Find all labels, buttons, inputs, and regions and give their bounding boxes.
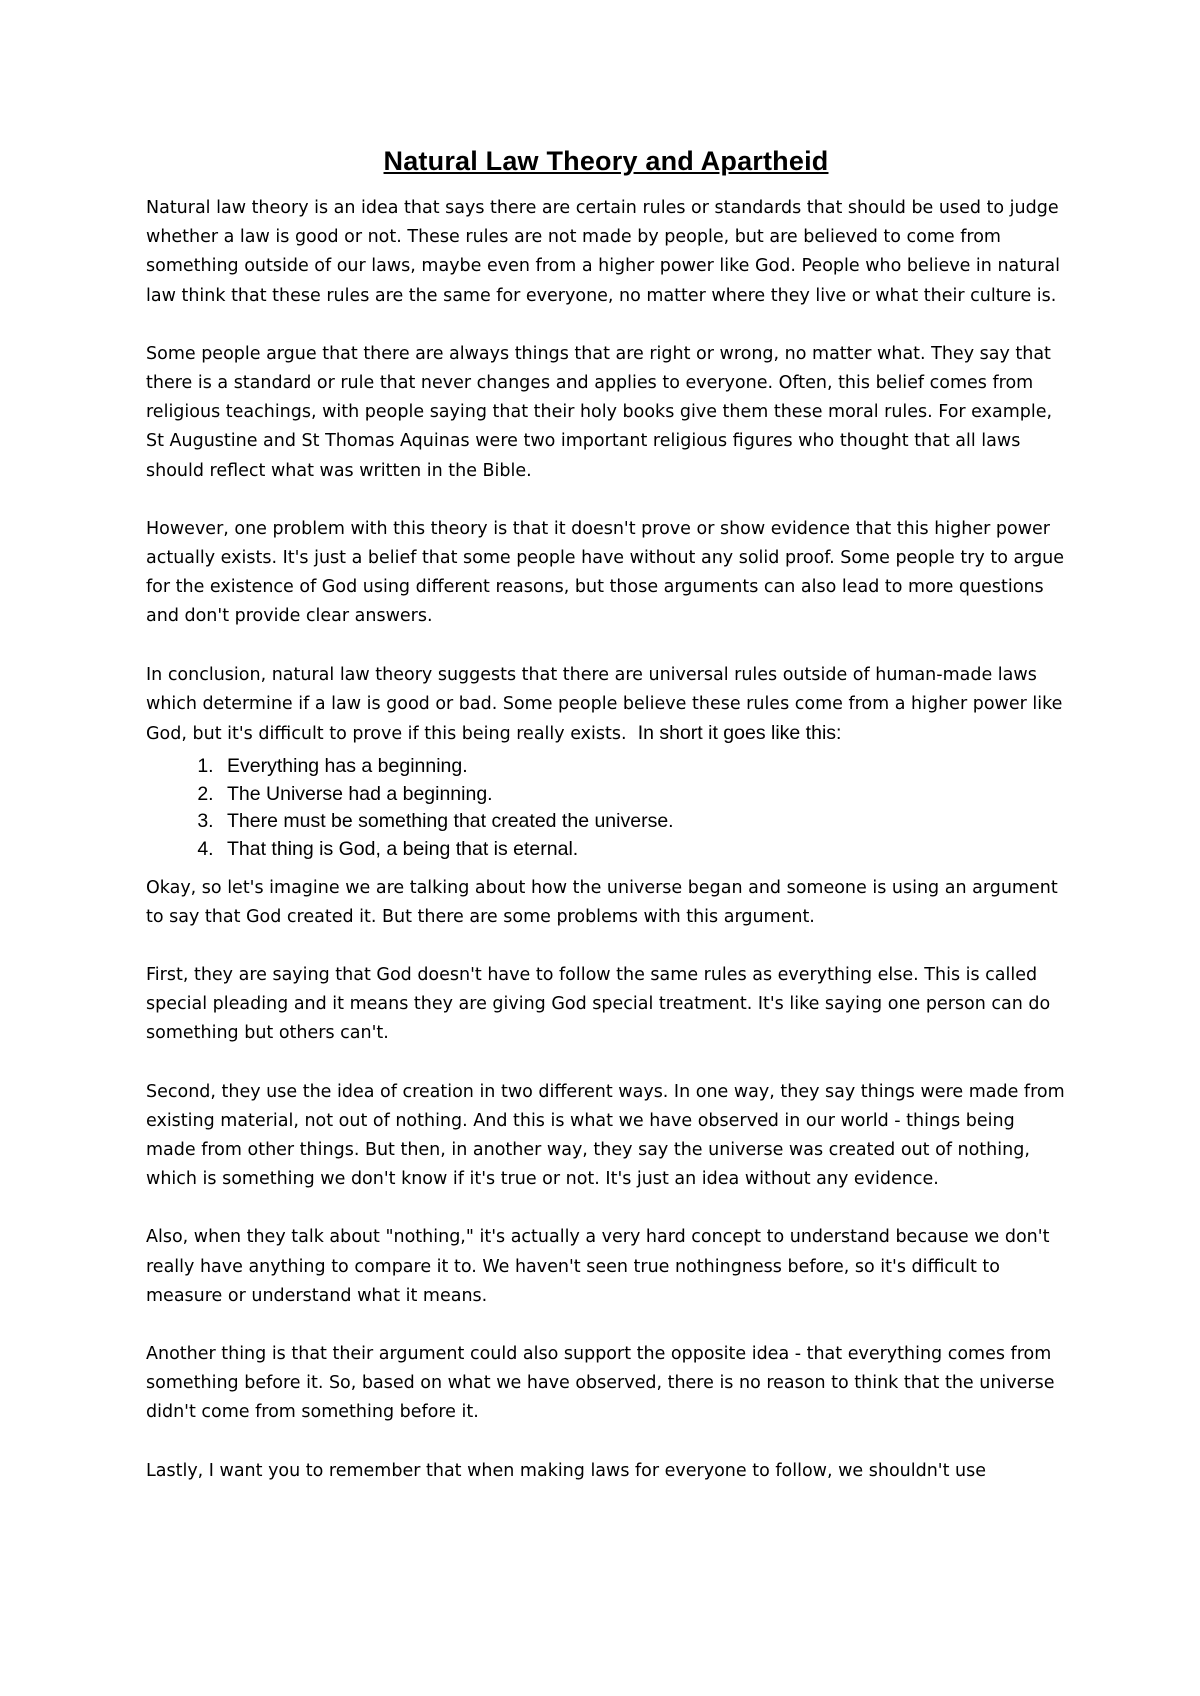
paragraph: Also, when they talk about "nothing," it's actually a very hard concept to understand because we don't really have anything to compare it to. We haven't seen true nothingness before, so it's difficult to measure or understand what it means. — [146, 1227, 1050, 1306]
paragraph-text: In conclusion, natural law theory suggests that there are universal rules outside of human-made laws which determine if a law is good or bad. Some people believe these rules come from a higher power like God, but it's difficult to prove if this being really exists. — [146, 664, 1063, 745]
document-body — [146, 142, 1066, 1515]
paragraph: Lastly, I want you to remember that when making laws for everyone to follow, we shouldn't use — [146, 1460, 987, 1481]
list-item: 3. There must be something that created the universe. — [219, 808, 1066, 836]
paragraph: First, they are saying that God doesn't have to follow the same rules as everything else. This is called special pleading and it means they are giving God special treatment. It's like saying one person can do something but others can't. — [146, 965, 1051, 1044]
document-title: Natural Law Theory and Apartheid — [383, 146, 829, 176]
list-intro: In short it goes like this: — [637, 722, 842, 745]
paragraph: Another thing is that their argument could also support the opposite idea - that everything comes from something before it. So, based on what we have observed, there is no reason to think that the universe didn't come from something before it. — [146, 1344, 1055, 1423]
paragraph: However, one problem with this theory is that it doesn't prove or show evidence that this higher power actually exists. It's just a belief that some people have without any solid proof. Some people try to argue for the existence of God using different reasons, but those arguments can also lead to more questions and don't provide clear answers. — [146, 518, 1065, 627]
list-item: 1. Everything has a beginning. — [219, 753, 1066, 781]
paragraph: Okay, so let's imagine we are talking about how the universe began and someone is using an argument to say that God created it. But there are some problems with this argument. — [146, 877, 1058, 927]
list-item: 2. The Universe had a beginning. — [219, 781, 1066, 809]
paragraph: Second, they use the idea of creation in two different ways. In one way, they say things were made from existing material, not out of nothing. And this is what we have observed in our world - things being made from other things. But then, in another way, they say the universe was created out of nothing, which is something we don't know if it's true or not. It's just an idea without any evidence. — [146, 1081, 1065, 1190]
paragraph: Some people argue that there are always things that are right or wrong, no matter what. They say that there is a standard or rule that never changes and applies to everyone. Often, this belief comes from religious teachings, with people saying that their holy books give them these moral rules. For example, St Augustine and St Thomas Aquinas were two important religious figures who thought that all laws should reflect what was written in the Bible. — [146, 343, 1053, 481]
argument-list — [146, 753, 1066, 863]
paragraph-conclusion — [146, 661, 1066, 750]
paragraph: Natural law theory is an idea that says there are certain rules or standards that should be used to judge whether a law is good or not. These rules are not made by people, but are believed to come from something outside of our laws, maybe even from a higher power like God. People who believe in natural law think that these rules are the same for everyone, no matter where they live or what their culture is. — [146, 198, 1060, 306]
list-item: 4. That thing is God, a being that is eternal. — [219, 836, 1066, 864]
